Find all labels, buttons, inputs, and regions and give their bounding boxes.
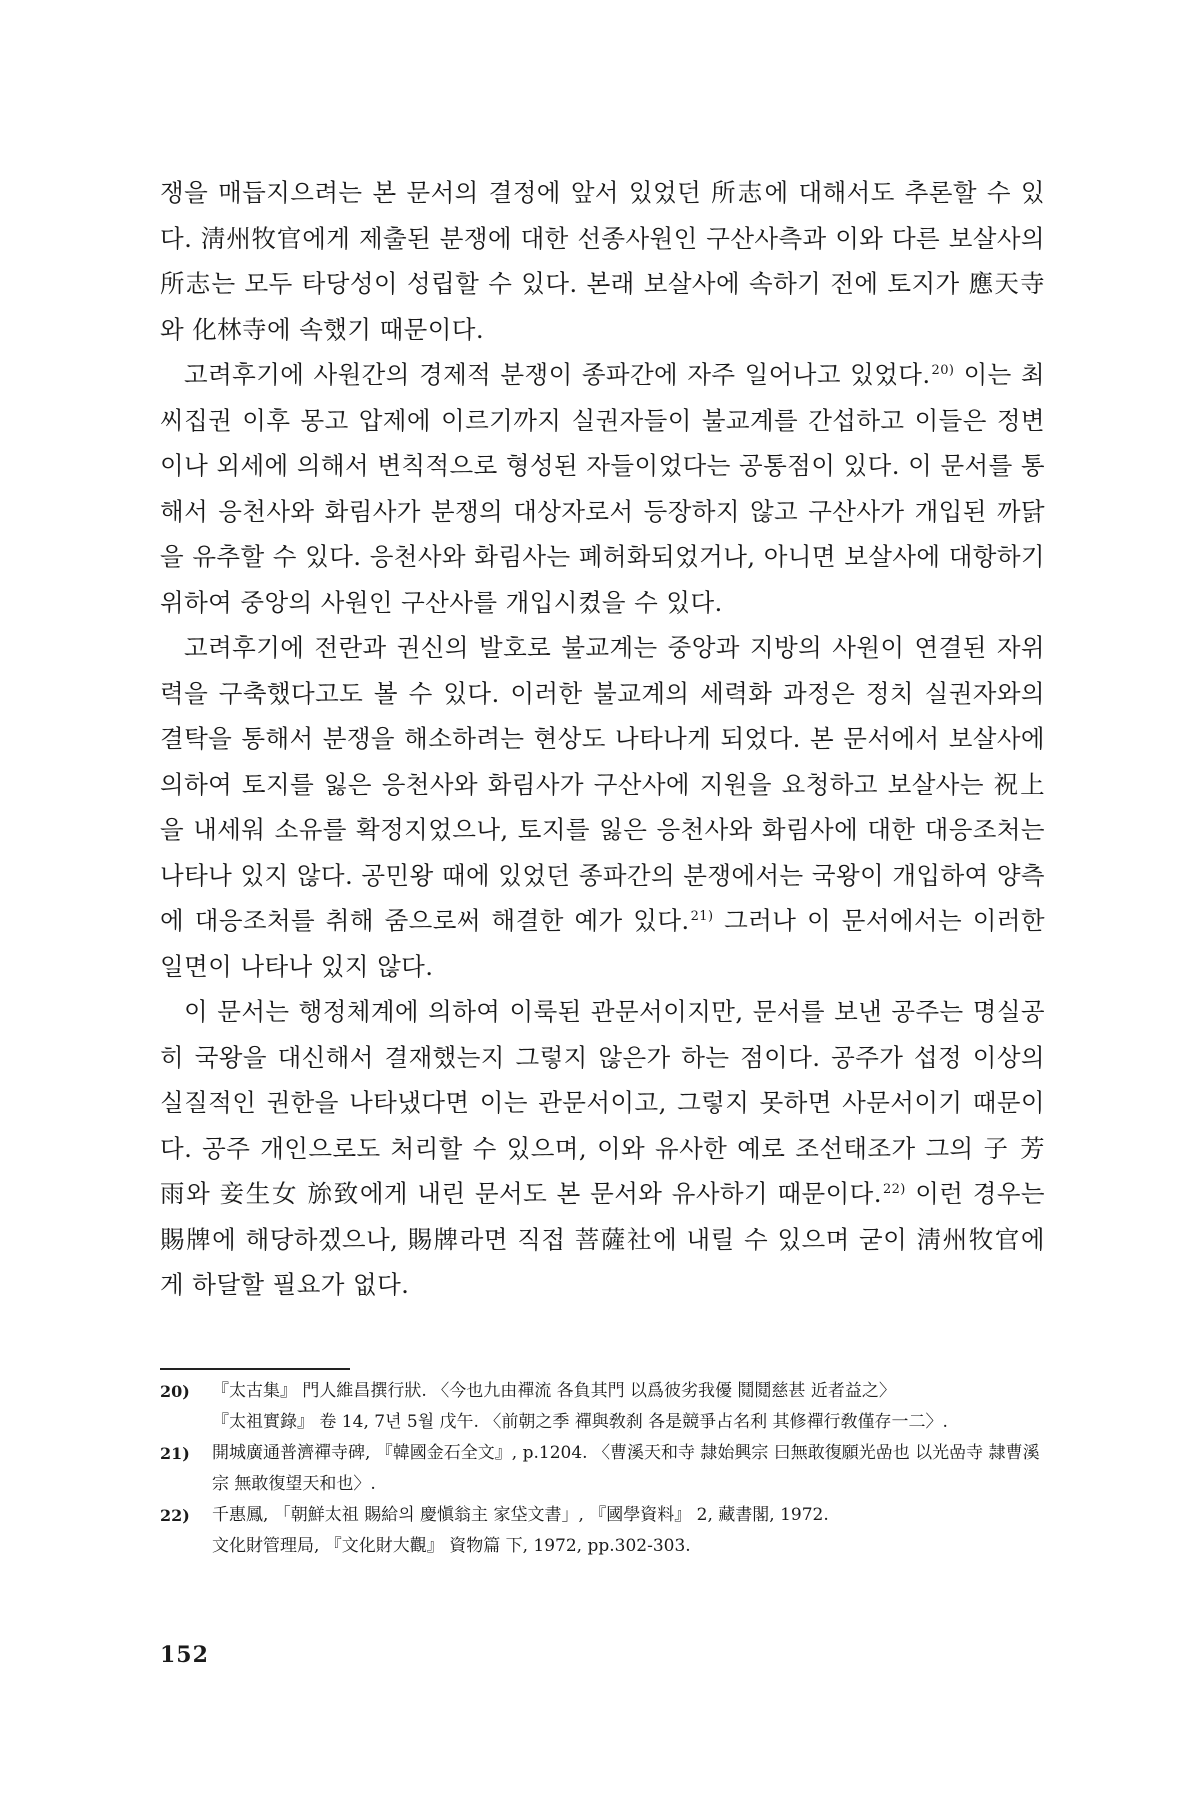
footnote-number: 22) — [160, 1506, 190, 1525]
footnote-20 — [160, 1376, 1045, 1438]
paragraph-2 — [160, 352, 1045, 625]
footnote-ref-22[interactable]: 22) — [882, 1181, 906, 1197]
footnote-divider — [160, 1368, 350, 1370]
footnotes — [160, 1376, 1045, 1562]
footnote-text: 開城廣通普濟禪寺碑, 『韓國金石全文』, p.1204. 〈曹溪天和寺 隷始興宗 曰無敢復願光嵒也 以光嵒寺 隷曹溪宗 無敢復望天和也〉. — [212, 1443, 1040, 1494]
paragraph-1 — [160, 170, 1045, 352]
footnote-number: 20) — [160, 1382, 190, 1401]
paragraph-2-text-after: 이는 최씨집권 이후 몽고 압제에 이르기까지 실권자들이 불교계를 간섭하고 이들은 정변이나 외세에 의해서 변칙적으로 형성된 자들이었다는 공통점이 있다. 이 문서를 통해서 응천사와 화림사가 분쟁의 대상자로서 등장하지 않고 구산사가 개입된 까닭을 유추할 수 있다. 응천사와 화림사는 폐허화되었거나, 아니면 보살사에 대항하기 위하여 중앙의 사원인 구산사를 개입시켰을 수 있다. — [160, 360, 1045, 617]
paragraph-3-text-after: 그러나 이 문서에서는 이러한 일면이 나타나 있지 않다. — [160, 906, 1045, 981]
paragraph-4-text-after: 이런 경우는 賜牌에 해당하겠으나, 賜牌라면 직접 菩薩社에 내릴 수 있으며 굳이 淸州牧官에게 하달할 필요가 없다. — [160, 1179, 1045, 1299]
footnote-text: 千惠鳳, 「朝鮮太祖 賜給의 慶愼翁主 家垈文書」, 『國學資料』 2, 藏書閣, 1972. 文化財管理局, 『文化財大觀』 資物篇 下, 1972, pp.302-303. — [212, 1505, 829, 1556]
paragraph-2-text: 고려후기에 사원간의 경제적 분쟁이 종파간에 자주 일어나고 있었다. — [184, 360, 931, 389]
paragraph-3-text: 고려후기에 전란과 권신의 발호로 불교계는 중앙과 지방의 사원이 연결된 자위력을 구축했다고도 볼 수 있다. 이러한 불교계의 세력화 과정은 정치 실권자와의 결탁을 통해서 분쟁을 해소하려는 현상도 나타나게 되었다. 본 문서에서 보살사에 의하여 토지를 잃은 응천사와 화림사가 구산사에 지원을 요청하고 보살사는 祝上을 내세워 소유를 확정지었으나, 토지를 잃은 응천사와 화림사에 대한 대응조처는 나타나 있지 않다. 공민왕 때에 있었던 종파간의 분쟁에서는 국왕이 개입하여 양측에 대응조처를 취해 줌으로써 해결한 예가 있다. — [160, 633, 1045, 935]
footnote-text: 『太古集』 門人維昌撰行狀. 〈今也九由禪流 各負其門 以爲彼劣我優 鬩鬩慈甚 近者益之〉 『太祖實錄』 卷 14, 7년 5월 戊午. 〈前朝之季 禪與敎刹 各是競爭占名利 其修禪行敎僅存一二〉. — [212, 1381, 948, 1432]
paragraph-3 — [160, 625, 1045, 989]
footnote-21 — [160, 1438, 1045, 1500]
footnote-22 — [160, 1500, 1045, 1562]
footnote-ref-20[interactable]: 20) — [931, 362, 955, 378]
paragraph-1-text: 쟁을 매듭지으려는 본 문서의 결정에 앞서 있었던 所志에 대해서도 추론할 수 있다. 淸州牧官에게 제출된 분쟁에 대한 선종사원인 구산사측과 이와 다른 보살사의 所志는 모두 타당성이 성립할 수 있다. 본래 보살사에 속하기 전에 토지가 應天寺와 化林寺에 속했기 때문이다. — [160, 178, 1045, 344]
paragraph-4-text: 이 문서는 행정체계에 의하여 이룩된 관문서이지만, 문서를 보낸 공주는 명실공히 국왕을 대신해서 결재했는지 그렇지 않은가 하는 점이다. 공주가 섭정 이상의 실질적인 권한을 나타냈다면 이는 관문서이고, 그렇지 못하면 사문서이기 때문이다. 공주 개인으로도 처리할 수 있으며, 이와 유사한 예로 조선태조가 그의 子 芳雨와 妾生女 旀致에게 내린 문서도 본 문서와 유사하기 때문이다. — [160, 997, 1045, 1208]
footnote-ref-21[interactable]: 21) — [690, 908, 714, 924]
body-text — [160, 170, 1045, 1308]
page-number: 152 — [160, 1642, 209, 1668]
footnote-number: 21) — [160, 1444, 190, 1463]
paragraph-4 — [160, 989, 1045, 1308]
